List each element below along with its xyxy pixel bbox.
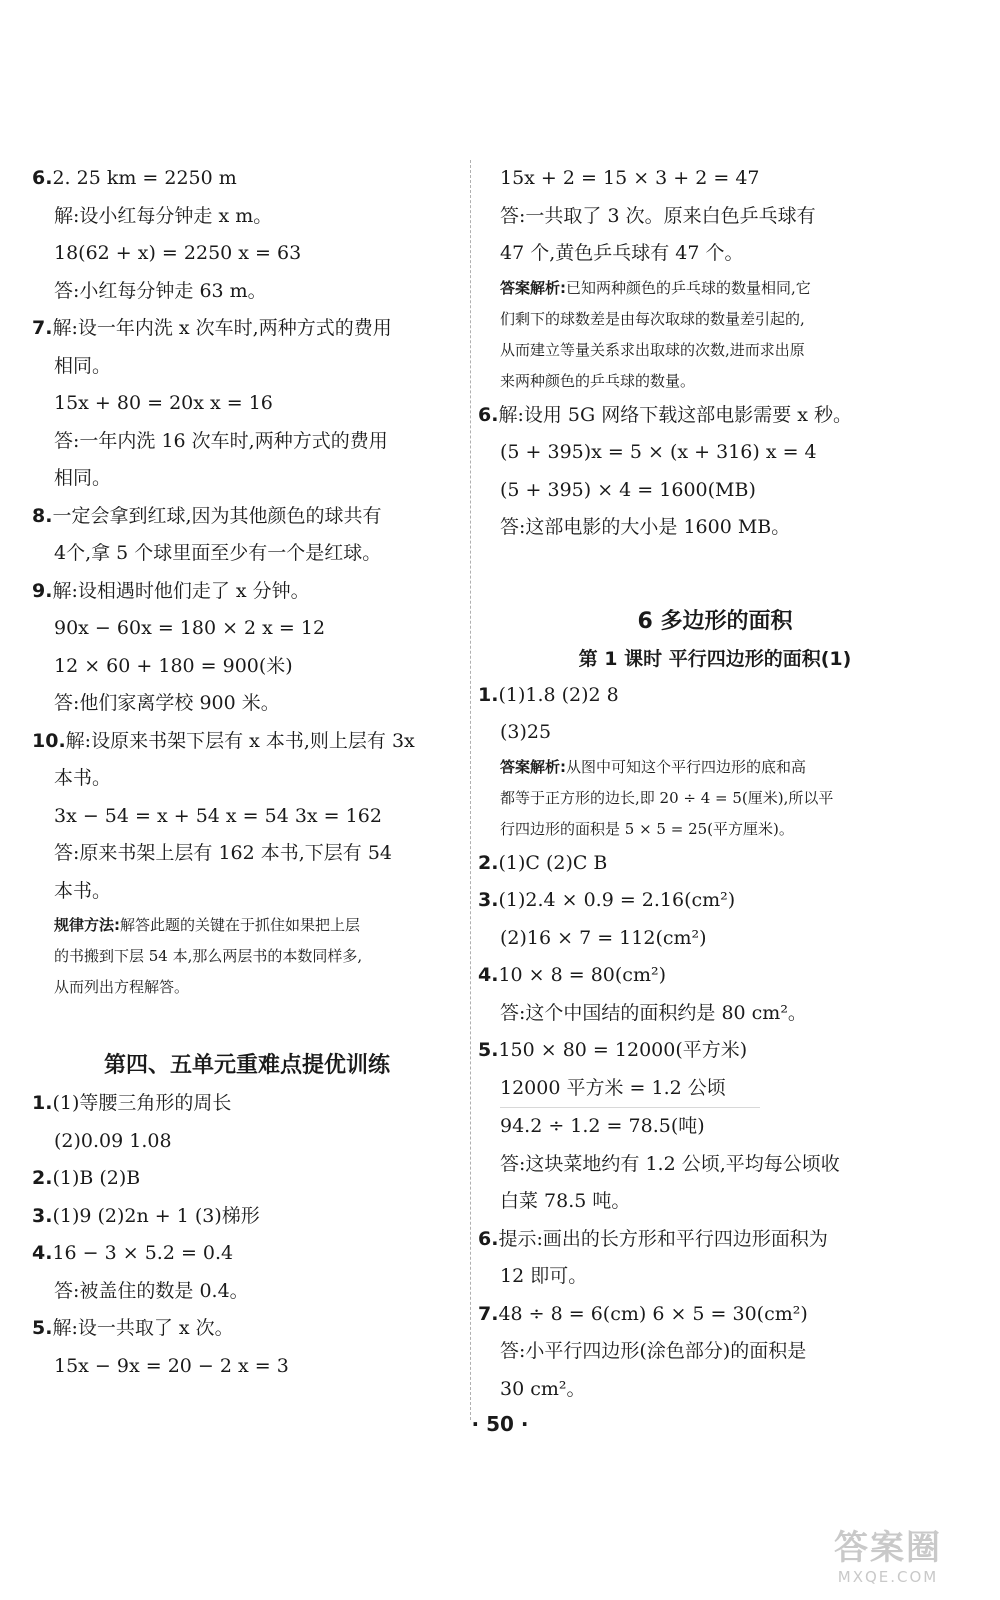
watermark-logo: [798, 1528, 978, 1586]
answer-line: (1)C (2)C B: [498, 851, 608, 874]
watermark-text: 答案圈: [834, 1528, 942, 1568]
review-question-4: [32, 1235, 462, 1310]
equation-line: (1)2.4 × 0.9 = 2.16(cm²): [498, 889, 736, 911]
answer-line: 答:原来书架上层有 162 本书,下层有 54: [54, 842, 393, 864]
question-number: 6.: [32, 167, 53, 189]
equation-line: 90x − 60x = 180 × 2 x = 12: [54, 617, 326, 639]
equation-line: 12 × 60 + 180 = 900(米): [54, 654, 293, 677]
question-10: [32, 723, 462, 911]
equation-line: 150 × 80 = 12000(平方米): [498, 1039, 748, 1061]
question-number: 3.: [32, 1204, 53, 1227]
answer-line: 答:他们家离学校 900 米。: [54, 692, 280, 714]
answer-line: 答:这块菜地约有 1.2 公顷,平均每公顷收: [500, 1152, 840, 1175]
answer-line: 本书。: [54, 879, 112, 902]
answer-line: 答:这个中国结的面积约是 80 cm²。: [500, 1001, 807, 1024]
note-line: 都等于正方形的边长,即 20 ÷ 4 = 5(厘米),所以平: [500, 788, 834, 807]
note-label: 答案解析:: [500, 278, 566, 297]
equation-line: 94.2 ÷ 1.2 = 78.5(吨): [500, 1115, 705, 1137]
question-number: 5.: [32, 1317, 53, 1339]
question-number: 4.: [32, 1242, 53, 1264]
question-number: 6.: [478, 403, 499, 426]
question-number: 3.: [478, 889, 499, 911]
equation-line: 48 ÷ 8 = 6(cm) 6 × 5 = 30(cm²): [498, 1302, 808, 1325]
lesson-question-5: [478, 1032, 930, 1221]
answer-line: (1)9 (2)2n + 1 (3)梯形: [52, 1204, 260, 1227]
review-question-2: [32, 1160, 462, 1198]
column-divider: [470, 160, 471, 1420]
note-line: 从而列出方程解答。: [54, 978, 190, 996]
answer-line: 答:这部电影的大小是 1600 MB。: [500, 516, 791, 538]
lesson-question-3: [478, 882, 930, 957]
answer-line: 4个,拿 5 个球里面至少有一个是红球。: [54, 542, 382, 564]
equation-line: (5 + 395)x = 5 × (x + 316) x = 4: [500, 441, 817, 463]
note-line: 的书搬到下层 54 本,那么两层书的本数同样多,: [54, 947, 363, 965]
equation-line: 16 − 3 × 5.2 = 0.4: [52, 1242, 234, 1264]
lesson-question-4: [478, 957, 930, 1032]
note-line: 行四边形的面积是 5 × 5 = 25(平方厘米)。: [500, 819, 794, 838]
equation-line: (5 + 395) × 4 = 1600(MB): [500, 478, 756, 501]
answer-line: (1)B (2)B: [52, 1167, 141, 1189]
equation-line: 15x − 9x = 20 − 2 x = 3: [54, 1354, 289, 1377]
answer-line: 解:设原来书架下层有 x 本书,则上层有 3x: [65, 729, 415, 752]
question-number: 2.: [32, 1167, 53, 1189]
answer-line: 12000 平方米 = 1.2 公顷: [500, 1076, 726, 1099]
equation-line: 18(62 + x) = 2250 x = 63: [54, 242, 302, 264]
analysis-note: [500, 752, 930, 845]
answer-line: 2. 25 km = 2250 m: [52, 167, 237, 189]
note-label: 答案解析:: [500, 757, 566, 776]
review-question-3: [32, 1198, 462, 1236]
equation-line: 15x + 80 = 20x x = 16: [54, 392, 273, 414]
lesson-question-6: [478, 1221, 930, 1296]
answer-line: 解:设一共取了 x 次。: [52, 1317, 234, 1339]
answer-line: 相同。: [54, 467, 112, 489]
lesson-question-2: [478, 845, 930, 883]
answer-line: (1)1.8 (2)2 8: [498, 683, 619, 706]
question-6: [32, 160, 462, 310]
equation-line: 15x + 2 = 15 × 3 + 2 = 47: [500, 167, 760, 189]
method-note: [32, 910, 462, 1003]
question-number: 5.: [478, 1039, 499, 1061]
note-line: 从图中可知这个平行四边形的底和高: [566, 757, 807, 776]
right-column: [478, 160, 930, 1408]
review-question-1: [32, 1085, 462, 1160]
question-number: 7.: [32, 317, 53, 339]
question-number: 7.: [478, 1302, 499, 1325]
answer-line: 一定会拿到红球,因为其他颜色的球共有: [52, 504, 382, 527]
section-title: 第四、五单元重难点提优训练: [103, 1053, 390, 1078]
note-line: 已知两种颜色的乒乓球的数量相同,它: [566, 278, 811, 297]
page-number: · 50 ·: [471, 1412, 529, 1436]
answer-line: 答:小红每分钟走 63 m。: [54, 279, 267, 302]
answer-line: 答:一共取了 3 次。原来白色乒乓球有: [500, 204, 816, 227]
answer-line: 答:一年内洗 16 次车时,两种方式的费用: [54, 429, 388, 452]
question-7: [32, 310, 462, 498]
question-number: 4.: [478, 964, 499, 986]
equation-line: 10 × 8 = 80(cm²): [498, 964, 666, 986]
answer-line: 解:设用 5G 网络下载这部电影需要 x 秒。: [498, 403, 852, 426]
lesson-title: 第 1 课时 平行四边形的面积(1): [578, 647, 852, 670]
answer-line: 答:被盖住的数是 0.4。: [54, 1279, 249, 1302]
question-number: 9.: [32, 579, 53, 602]
answer-line: 解:设小红每分钟走 x m。: [54, 204, 273, 227]
question-number: 1.: [32, 1092, 53, 1114]
note-line: 们剩下的球数差是由每次取球的数量差引起的,: [500, 309, 805, 328]
answer-line: 提示:画出的长方形和平行四边形面积为: [498, 1227, 828, 1250]
question-8: [32, 498, 462, 573]
chapter-title: 6 多边形的面积: [637, 608, 793, 634]
answer-line: 解:设一年内洗 x 次车时,两种方式的费用: [52, 317, 392, 339]
question-number: 6.: [478, 1227, 499, 1250]
left-column: [32, 160, 462, 1385]
lesson-question-1: [478, 677, 930, 752]
answer-line: 解:设相遇时他们走了 x 分钟。: [52, 579, 310, 602]
question-number: 1.: [478, 683, 499, 706]
note-label: 规律方法:: [54, 916, 120, 934]
answer-line: 47 个,黄色乒乓球有 47 个。: [500, 242, 744, 264]
answer-line: 30 cm²。: [500, 1377, 586, 1400]
note-line: 解答此题的关键在于抓住如果把上层: [120, 916, 361, 934]
review-question-5: [32, 1310, 462, 1385]
question-number: 2.: [478, 851, 499, 874]
question-9: [32, 573, 462, 723]
answer-line: 12 即可。: [500, 1265, 588, 1287]
question-number: 8.: [32, 504, 53, 527]
answer-line: 相同。: [54, 354, 112, 377]
question-6-right: [478, 397, 930, 547]
answer-line: 答:小平行四边形(涂色部分)的面积是: [500, 1340, 807, 1362]
answer-line: 白菜 78.5 吨。: [500, 1190, 631, 1212]
answer-line: (1)等腰三角形的周长: [52, 1092, 232, 1114]
note-line: 来两种颜色的乒乓球的数量。: [500, 371, 696, 390]
lesson-question-7: [478, 1296, 930, 1409]
analysis-note: [500, 273, 930, 397]
question-number: 10.: [32, 729, 66, 752]
equation-line: (2)16 × 7 = 112(cm²): [500, 926, 707, 949]
note-line: 从而建立等量关系求出取球的次数,进而求出原: [500, 340, 805, 359]
answer-line: (3)25: [500, 721, 552, 743]
answer-line: 本书。: [54, 767, 112, 789]
watermark-url: MXQE.COM: [837, 1568, 939, 1586]
answer-line: (2)0.09 1.08: [54, 1129, 172, 1152]
equation-line: 3x − 54 = x + 54 x = 54 3x = 162: [54, 804, 382, 827]
